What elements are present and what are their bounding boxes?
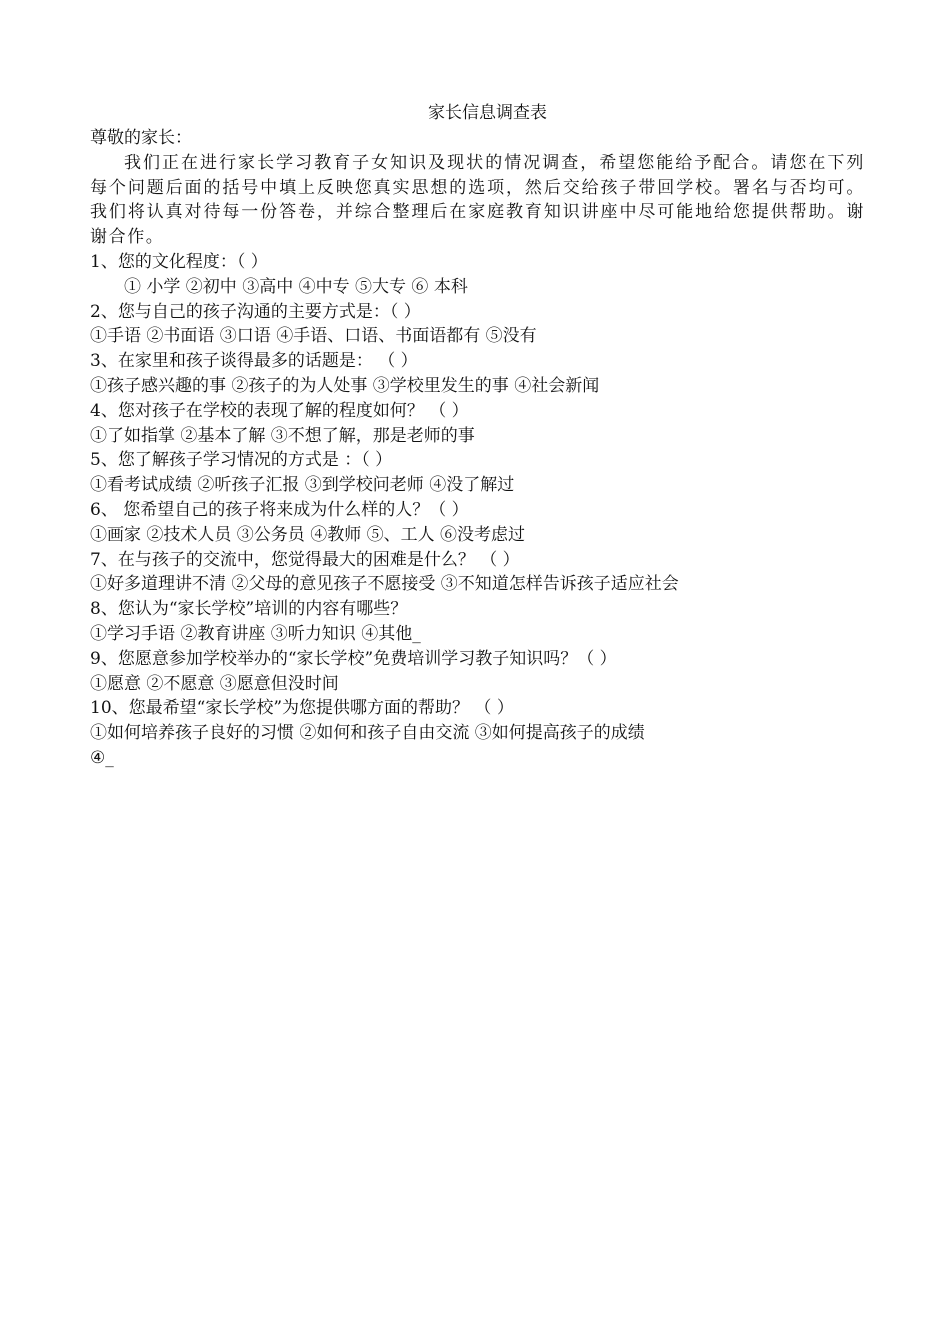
- question-1: 1、您的文化程度：（ ）: [90, 251, 268, 272]
- question-2-options: ①手语 ②书面语 ③口语 ④手语、口语、书面语都有 ⑤没有: [90, 326, 537, 347]
- intro-paragraph: 我们正在进行家长学习教育子女知识及现状的情况调查，希望您能给予配合。请您在下列每个问题后面的括号中填上反映您真实思想的选项，然后交给孩子带回学校。署名与否均可。我们将认真对待每一份答卷，并综合整理后在家庭教育知识讲座中尽可能地给您提供帮助。谢谢合作。: [90, 152, 865, 248]
- question-8: 8、您认为“家长学校”培训的内容有哪些？: [90, 599, 408, 620]
- question-3: 3、在家里和孩子谈得最多的话题是： （ ）: [90, 351, 418, 372]
- question-6: 6、 您希望自己的孩子将来成为什么样的人？（ ）: [90, 499, 469, 520]
- question-10-options: ①如何培养孩子良好的习惯 ②如何和孩子自由交流 ③如何提高孩子的成绩: [90, 723, 645, 744]
- question-4: 4、您对孩子在学校的表现了解的程度如何？ （ ）: [90, 400, 469, 421]
- question-6-options: ①画家 ②技术人员 ③公务员 ④教师 ⑤、工人 ⑥没考虑过: [90, 524, 526, 545]
- question-10-extra-option: ④_: [90, 747, 114, 768]
- question-9-options: ①愿意 ②不愿意 ③愿意但没时间: [90, 673, 339, 694]
- question-4-options: ①了如指掌 ②基本了解 ③不想了解，那是老师的事: [90, 425, 475, 446]
- question-7-options: ①好多道理讲不清 ②父母的意见孩子不愿接受 ③不知道怎样告诉孩子适应社会: [90, 574, 679, 595]
- document-title: 家长信息调查表: [428, 103, 547, 123]
- question-2: 2、您与自己的孩子沟通的主要方式是：（ ）: [90, 301, 421, 322]
- question-8-options: ①学习手语 ②教育讲座 ③听力知识 ④其他_: [90, 623, 421, 644]
- question-5-options: ①看考试成绩 ②听孩子汇报 ③到学校问老师 ④没了解过: [90, 475, 515, 496]
- question-1-options: ① 小学 ②初中 ③高中 ④中专 ⑤大专 ⑥ 本科: [124, 276, 468, 297]
- question-5: 5、您了解孩子学习情况的方式是 ：（ ）: [90, 450, 393, 471]
- question-9: 9、您愿意参加学校举办的“家长学校”免费培训学习教子知识吗？（ ）: [90, 648, 617, 669]
- salutation: 尊敬的家长：: [90, 128, 192, 148]
- question-7: 7、在与孩子的交流中，您觉得最大的困难是什么？ （ ）: [90, 549, 520, 570]
- survey-document: [90, 100, 865, 771]
- question-3-options: ①孩子感兴趣的事 ②孩子的为人处事 ③学校里发生的事 ④社会新闻: [90, 375, 600, 396]
- question-10: 10、您最希望“家长学校”为您提供哪方面的帮助？ （ ）: [90, 698, 514, 719]
